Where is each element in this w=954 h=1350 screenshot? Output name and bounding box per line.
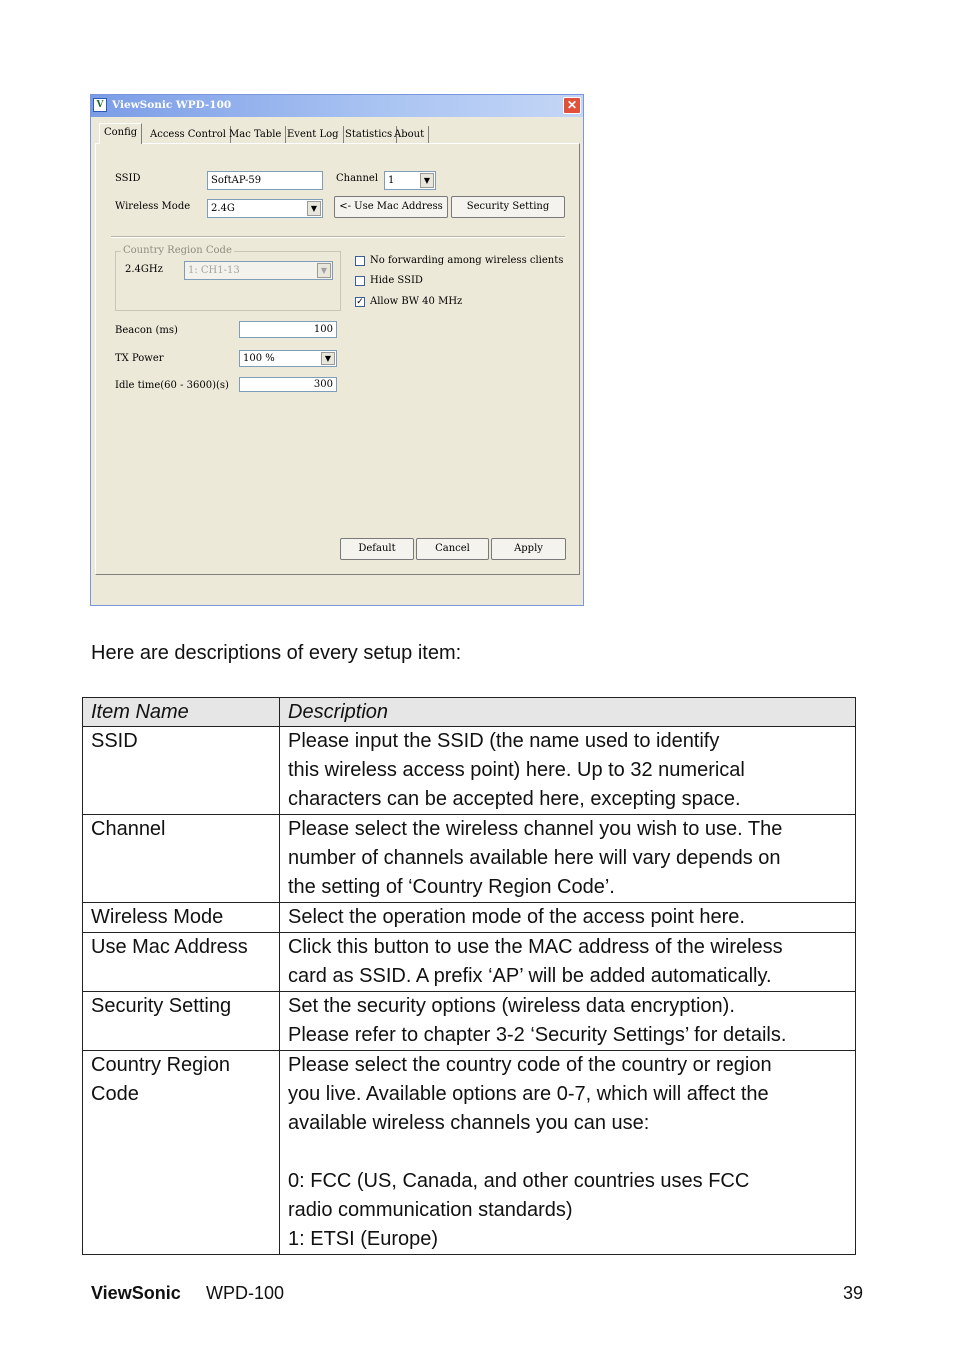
default-button[interactable]: Default xyxy=(340,538,414,560)
wireless-mode-select[interactable] xyxy=(207,199,323,218)
idle-time-input[interactable]: 300 xyxy=(239,377,337,392)
close-icon[interactable]: ✕ xyxy=(563,97,581,114)
use-mac-address-button[interactable]: <- Use Mac Address xyxy=(334,196,448,218)
table-row xyxy=(83,903,856,933)
table-row xyxy=(83,727,856,815)
tab-config[interactable]: Config xyxy=(99,123,142,144)
apply-button[interactable]: Apply xyxy=(491,538,566,560)
tab-mac-table[interactable]: Mac Table xyxy=(225,126,286,144)
item-name: Wireless Mode xyxy=(83,903,280,933)
item-description xyxy=(280,992,856,1051)
description-line: the setting of ‘Country Region Code’. xyxy=(288,876,615,898)
ssid-label: SSID xyxy=(115,173,141,184)
table-row xyxy=(83,1051,856,1255)
description-line: Please input the SSID (the name used to identify xyxy=(288,730,720,752)
channel-select[interactable] xyxy=(384,171,436,190)
chevron-down-icon[interactable]: ▼ xyxy=(307,201,321,216)
item-description xyxy=(280,815,856,903)
no-forwarding-checkbox[interactable] xyxy=(355,256,365,266)
tx-power-value: 100 % xyxy=(243,353,275,364)
app-icon: V xyxy=(93,98,107,112)
item-name: Channel xyxy=(83,815,280,903)
table-row xyxy=(83,815,856,903)
config-dialog xyxy=(90,94,584,606)
allow-bw40-label: Allow BW 40 MHz xyxy=(370,296,463,307)
chevron-down-icon[interactable]: ▼ xyxy=(420,173,434,188)
ssid-input[interactable]: SoftAP-59 xyxy=(207,171,323,190)
country-region-select xyxy=(184,261,333,280)
description-line: characters can be accepted here, excepting space. xyxy=(288,788,741,810)
chevron-down-icon: ▼ xyxy=(317,263,331,278)
setup-items-table xyxy=(82,697,856,1255)
description-line: Please select the country code of the country or region xyxy=(288,1054,772,1076)
item-name xyxy=(83,1051,280,1255)
description-blank-line xyxy=(288,1138,847,1167)
header-description: Description xyxy=(280,698,856,727)
security-setting-button[interactable]: Security Setting xyxy=(451,196,565,218)
item-name-line: Code xyxy=(91,1083,139,1105)
hide-ssid-checkbox[interactable] xyxy=(355,276,365,286)
tx-power-select[interactable] xyxy=(239,350,337,367)
item-description xyxy=(280,933,856,992)
item-name-line: Country Region xyxy=(91,1054,230,1076)
description-line: 0: FCC (US, Canada, and other countries uses FCC xyxy=(288,1170,750,1192)
tab-about[interactable]: About xyxy=(390,126,429,144)
description-line: number of channels available here will vary depends on xyxy=(288,847,781,869)
idle-time-label: Idle time(60 - 3600)(s) xyxy=(115,380,229,391)
table-row xyxy=(83,992,856,1051)
item-description xyxy=(280,727,856,815)
description-line: this wireless access point) here. Up to 32 numerical xyxy=(288,759,745,781)
cancel-button[interactable]: Cancel xyxy=(416,538,489,560)
item-name: Use Mac Address xyxy=(83,933,280,992)
header-item-name: Item Name xyxy=(83,698,280,727)
description-line: 1: ETSI (Europe) xyxy=(288,1228,439,1250)
wireless-mode-value: 2.4G xyxy=(211,203,235,214)
intro-text: Here are descriptions of every setup item: xyxy=(91,642,462,664)
description-line: available wireless channels you can use: xyxy=(288,1112,650,1134)
table-header-row xyxy=(83,698,856,727)
hide-ssid-label: Hide SSID xyxy=(370,275,423,286)
description-line: Set the security options (wireless data encryption). xyxy=(288,995,735,1017)
item-name: Security Setting xyxy=(83,992,280,1051)
page-number: 39 xyxy=(843,1283,864,1303)
country-region-value: 1: CH1-13 xyxy=(188,265,240,276)
footer-model: WPD-100 xyxy=(206,1283,285,1303)
divider xyxy=(111,236,565,238)
allow-bw40-checkbox[interactable] xyxy=(355,297,365,307)
no-forwarding-label: No forwarding among wireless clients xyxy=(370,255,564,266)
beacon-label: Beacon (ms) xyxy=(115,325,178,336)
tx-power-label: TX Power xyxy=(115,353,164,364)
table-row xyxy=(83,933,856,992)
description-line: card as SSID. A prefix ‘AP’ will be added automatically. xyxy=(288,965,772,987)
tab-statistics[interactable]: Statistics xyxy=(341,126,397,144)
description-line: Please select the wireless channel you wish to use. The xyxy=(288,818,783,840)
beacon-input[interactable]: 100 xyxy=(239,321,337,338)
description-line: Click this button to use the MAC address of the wireless xyxy=(288,936,783,958)
wireless-mode-label: Wireless Mode xyxy=(115,201,191,212)
tab-access-control[interactable]: Access Control xyxy=(146,126,231,144)
country-region-group xyxy=(115,251,341,311)
item-description xyxy=(280,1051,856,1255)
description-line: you live. Available options are 0-7, which will affect the xyxy=(288,1083,769,1105)
dialog-title: ViewSonic WPD-100 xyxy=(112,99,232,111)
band-label: 2.4GHz xyxy=(125,264,163,275)
country-region-legend: Country Region Code xyxy=(123,245,232,256)
tab-event-log[interactable]: Event Log xyxy=(283,126,344,144)
chevron-down-icon[interactable]: ▼ xyxy=(321,352,335,365)
channel-label: Channel xyxy=(336,173,379,184)
item-description xyxy=(280,903,856,933)
check-icon: ✓ xyxy=(356,297,364,307)
description-line: radio communication standards) xyxy=(288,1199,573,1221)
dialog-titlebar xyxy=(91,95,583,117)
description-line: Select the operation mode of the access point here. xyxy=(288,906,745,928)
item-name: SSID xyxy=(83,727,280,815)
footer-brand: ViewSonic xyxy=(91,1283,181,1303)
channel-value: 1 xyxy=(388,175,395,186)
description-line: Please refer to chapter 3-2 ‘Security Settings’ for details. xyxy=(288,1024,787,1046)
